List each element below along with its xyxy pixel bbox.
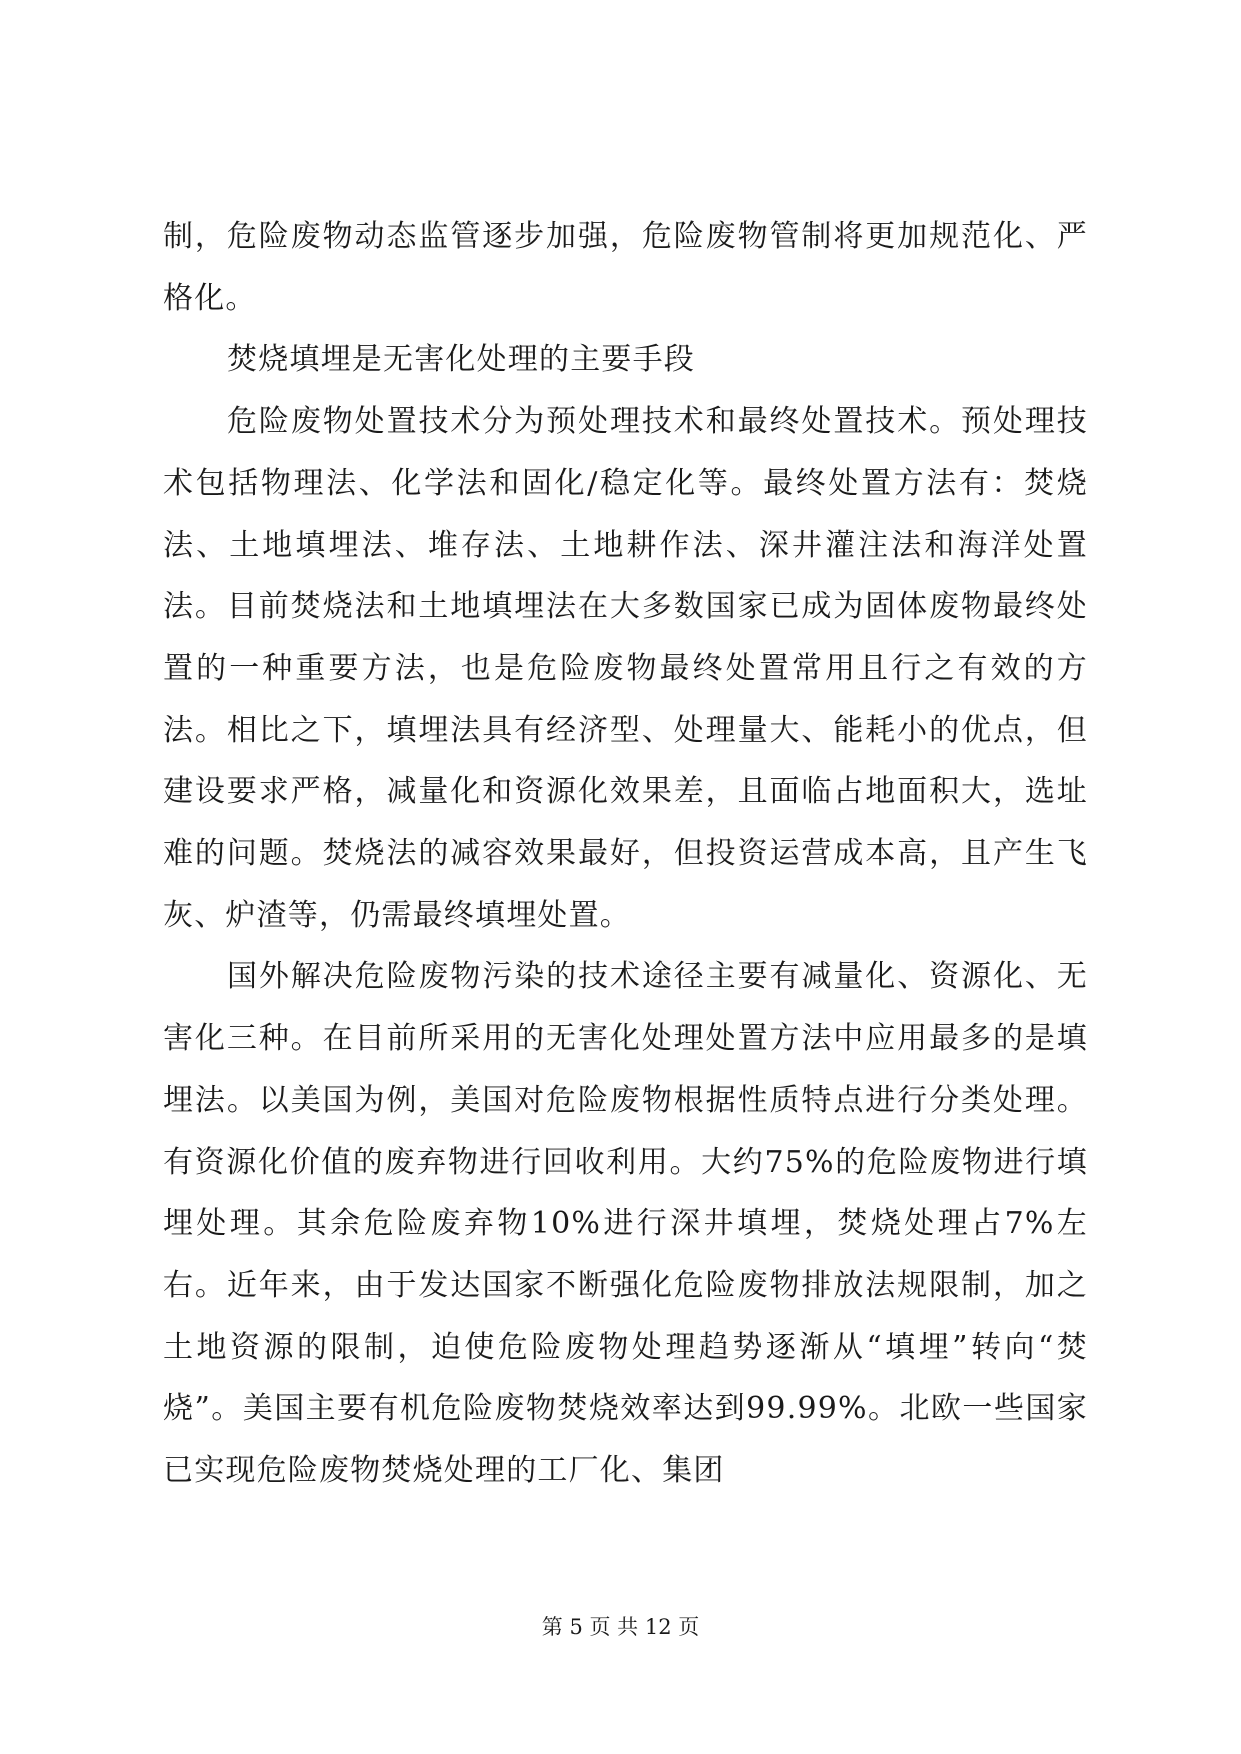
page-footer: 第 5 页 共 12 页 [541,1615,700,1639]
section-heading: 焚烧填埋是无害化处理的主要手段 [227,342,695,378]
document-body [163,206,1088,1502]
paragraph-disposal-techniques: 危险废物处置技术分为预处理技术和最终处置技术。预处理技术包括物理法、化学法和固化/稳定化等。最终处置方法有：焚烧法、土地填埋法、堆存法、土地耕作法、深井灌注法和海洋处置法。目前焚烧法和土地填埋法在大多数国家已成为固体废物最终处置的一种重要方法，也是危险废物最终处置常用且行之有效的方法。相比之下，填埋法具有经济型、处理量大、能耗小的优点，但建设要求严格，减量化和资源化效果差，且面临占地面积大，选址难的问题。焚烧法的减容效果最好，但投资运营成本高，且产生飞灰、炉渣等，仍需最终填埋处置。 [163,404,1088,933]
paragraph-foreign-approaches: 国外解决危险废物污染的技术途径主要有减量化、资源化、无害化三种。在目前所采用的无害化处理处置方法中应用最多的是填埋法。以美国为例，美国对危险废物根据性质特点进行分类处理。有资源化价值的废弃物进行回收利用。大约75%的危险废物进行填埋处理。其余危险废弃物10%进行深井填埋，焚烧处理占7%左右。近年来，由于发达国家不断强化危险废物排放法规限制，加之土地资源的限制，迫使危险废物处理趋势逐渐从“填埋”转向“焚烧”。美国主要有机危险废物焚烧效率达到99.99%。北欧一些国家已实现危险废物焚烧处理的工厂化、集团 [163,959,1088,1489]
paragraph-continuation: 制，危险废物动态监管逐步加强，危险废物管制将更加规范化、严格化。 [163,219,1088,316]
